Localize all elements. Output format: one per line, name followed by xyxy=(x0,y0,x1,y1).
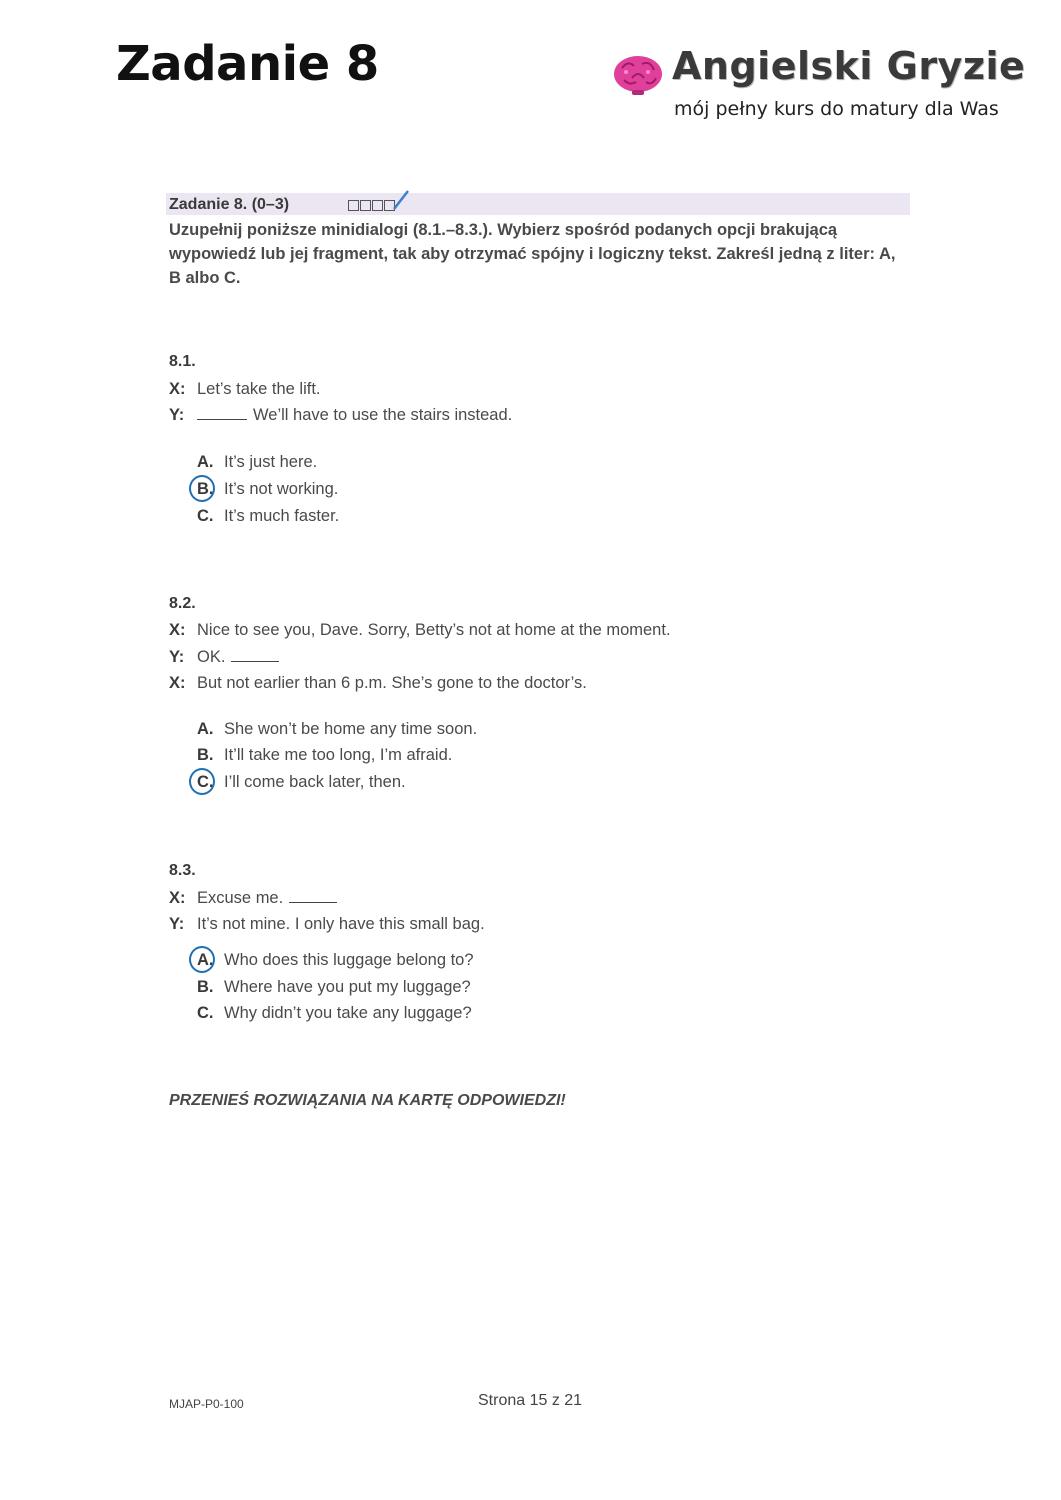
answer-circle xyxy=(189,475,215,502)
task-instruction: Uzupełnij poniższe minidialogi (8.1.–8.3.). Wybierz spośród podanych opcji brakującą wypowiedź lub jej fragment, tak aby otrzymać spójny i logiczny tekst. Zakreśl jedną z liter: A, B albo C. xyxy=(169,221,896,287)
dialogue-line xyxy=(169,406,512,425)
line-text: Let’s take the lift. xyxy=(197,380,321,398)
option-letter: B. xyxy=(197,978,214,996)
option-b xyxy=(197,480,338,499)
option-letter: A. xyxy=(197,951,224,970)
option-b xyxy=(197,978,471,997)
option-c xyxy=(197,773,406,792)
option-text: I’ll come back later, then. xyxy=(224,773,406,791)
option-b xyxy=(197,746,452,765)
line-text: OK. xyxy=(197,648,226,666)
speaker-label: Y: xyxy=(169,406,185,424)
speaker-label: Y: xyxy=(169,648,185,666)
option-letter: B. xyxy=(197,746,214,764)
brand-name: Angielski Gryzie xyxy=(672,44,1026,88)
page-number: Strona 15 z 21 xyxy=(478,1392,583,1409)
answer-blank xyxy=(289,890,337,903)
answer-circle xyxy=(189,946,215,973)
option-text: Why didn’t you take any luggage? xyxy=(224,1004,472,1022)
dialogue-line xyxy=(169,674,587,693)
score-box xyxy=(348,200,359,211)
task-title: Zadanie 8. (0–3) xyxy=(169,196,290,213)
dialogue-line xyxy=(169,915,485,934)
score-box xyxy=(372,200,383,211)
speaker-label: X: xyxy=(169,621,186,639)
pencil-icon xyxy=(392,189,412,211)
line-text: We’ll have to use the stairs instead. xyxy=(253,406,513,424)
closing-note: PRZENIEŚ ROZWIĄZANIA NA KARTĘ ODPOWIEDZI! xyxy=(169,1092,566,1109)
speaker-label: X: xyxy=(169,380,186,398)
line-text: It’s not mine. I only have this small bag. xyxy=(197,915,485,933)
option-letter: B. xyxy=(197,480,224,499)
score-boxes xyxy=(348,197,414,213)
option-a xyxy=(197,951,474,970)
line-text: Nice to see you, Dave. Sorry, Betty’s not at home at the moment. xyxy=(197,621,671,639)
footer-code: MJAP-P0-100 xyxy=(169,1397,244,1411)
dialogue-line xyxy=(169,889,337,908)
option-text: It’s not working. xyxy=(224,480,339,498)
dialogue-line xyxy=(169,621,671,640)
brand-tagline: mój pełny kurs do matury dla Was xyxy=(674,98,999,120)
question-number: 8.2. xyxy=(169,595,196,612)
answer-circle xyxy=(189,768,215,795)
speaker-label: X: xyxy=(169,889,186,907)
speaker-label: Y: xyxy=(169,915,185,933)
option-letter: C. xyxy=(197,773,224,792)
question-number: 8.1. xyxy=(169,353,196,370)
speaker-label: X: xyxy=(169,674,186,692)
option-text: It’s just here. xyxy=(224,453,318,471)
answer-blank xyxy=(231,649,279,662)
option-letter: C. xyxy=(197,507,214,525)
option-a xyxy=(197,453,317,472)
option-letter: C. xyxy=(197,1004,214,1022)
brand-logo xyxy=(612,44,1032,124)
option-c xyxy=(197,507,339,526)
page-heading: Zadanie 8 xyxy=(116,36,379,92)
question-number: 8.3. xyxy=(169,862,196,879)
dialogue-line xyxy=(169,380,321,399)
option-text: It’ll take me too long, I’m afraid. xyxy=(224,746,453,764)
score-box xyxy=(360,200,371,211)
option-text: It’s much faster. xyxy=(224,507,340,525)
option-letter: A. xyxy=(197,453,214,471)
option-text: Who does this luggage belong to? xyxy=(224,951,474,969)
option-text: Where have you put my luggage? xyxy=(224,978,471,996)
answer-blank xyxy=(197,407,247,420)
option-letter: A. xyxy=(197,720,214,738)
line-text: Excuse me. xyxy=(197,889,284,907)
option-a xyxy=(197,720,477,739)
line-text: But not earlier than 6 p.m. She’s gone to the doctor’s. xyxy=(197,674,587,692)
option-c xyxy=(197,1004,472,1023)
dialogue-line xyxy=(169,648,279,667)
brain-icon xyxy=(612,52,664,96)
option-text: She won’t be home any time soon. xyxy=(224,720,478,738)
